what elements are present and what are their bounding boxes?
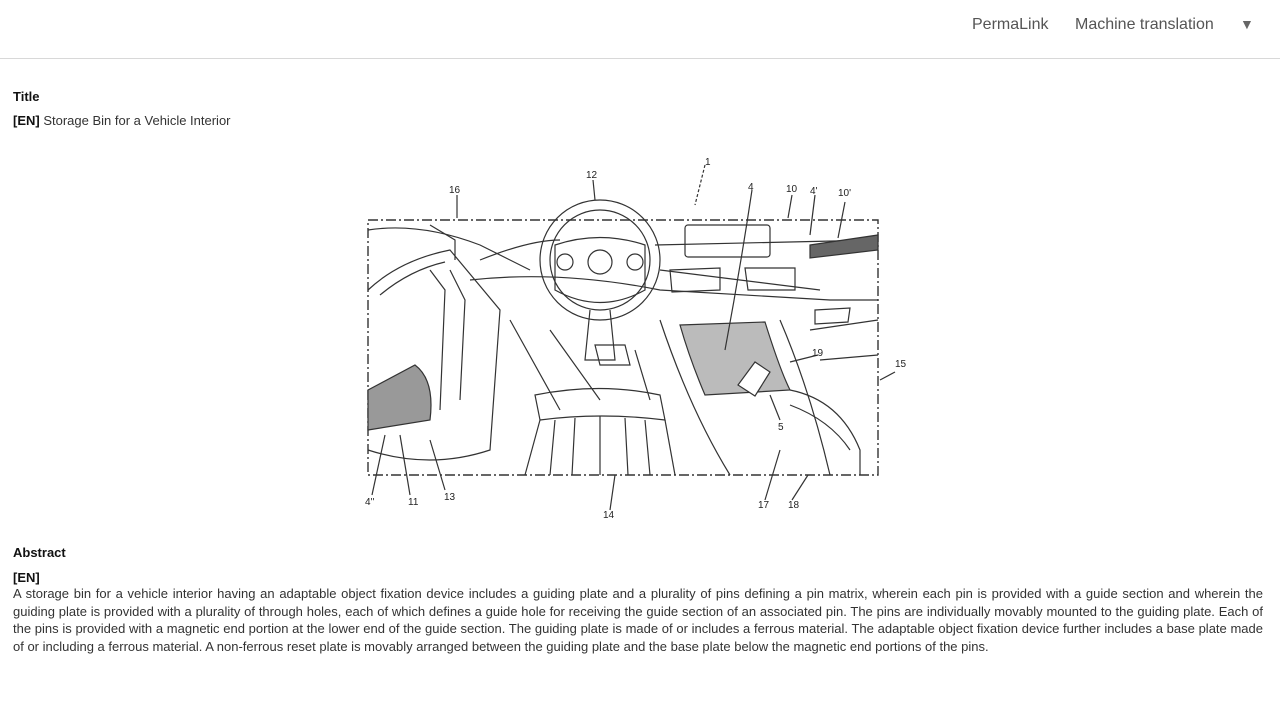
ref-label: 18 <box>788 500 800 511</box>
machine-translation-dropdown[interactable]: Machine translation <box>1075 16 1214 33</box>
title-heading: Title <box>13 89 40 104</box>
ref-label: 17 <box>758 500 770 511</box>
ref-label: 10 <box>786 184 798 195</box>
ref-label: 4'' <box>365 497 375 508</box>
title-lang-tag: [EN] <box>13 113 40 128</box>
ref-label: 5 <box>778 422 784 433</box>
title-line <box>13 113 231 128</box>
abstract-text: A storage bin for a vehicle interior having an adaptable object fixation device includes a guiding plate and a plurality of pins defining a pin matrix, wherein each pin is provided with a guide section and wherein the guiding plate is provided with a plurality of through holes, each of which defines a guide hole for receiving the guide section of an associated pin. The pins are individually movably mounted to the guiding plate. Each of the pins is provided with a magnetic end portion at the lower end of the guide section. The guiding plate is made of or includes a ferrous material. The adaptable object fixation device further includes a base plate made of or including a ferrous material. A non-ferrous reset plate is movably arranged between the guiding plate and the base plate below the magnetic end portions of the pins. <box>13 586 1263 654</box>
ref-label: 16 <box>449 185 461 196</box>
ref-label: 4' <box>810 186 818 197</box>
chevron-down-icon[interactable]: ▼ <box>1240 16 1254 32</box>
ref-label: 15 <box>895 359 907 370</box>
top-toolbar <box>0 0 1280 59</box>
patent-drawing <box>360 150 920 520</box>
permalink-link[interactable]: PermaLink <box>972 16 1049 33</box>
ref-label: 19 <box>812 348 824 359</box>
abstract-heading: Abstract <box>13 545 66 560</box>
ref-label: 14 <box>603 510 615 520</box>
patent-title: Storage Bin for a Vehicle Interior <box>43 113 231 128</box>
ref-label: 1 <box>705 157 711 168</box>
ref-label: 4 <box>748 182 754 193</box>
ref-label: 13 <box>444 492 456 503</box>
vehicle-interior-drawing <box>360 150 920 520</box>
ref-label: 12 <box>586 170 598 181</box>
ref-label: 10' <box>838 188 852 199</box>
ref-label: 11 <box>408 497 419 508</box>
abstract-lang-tag: [EN] <box>13 570 40 585</box>
